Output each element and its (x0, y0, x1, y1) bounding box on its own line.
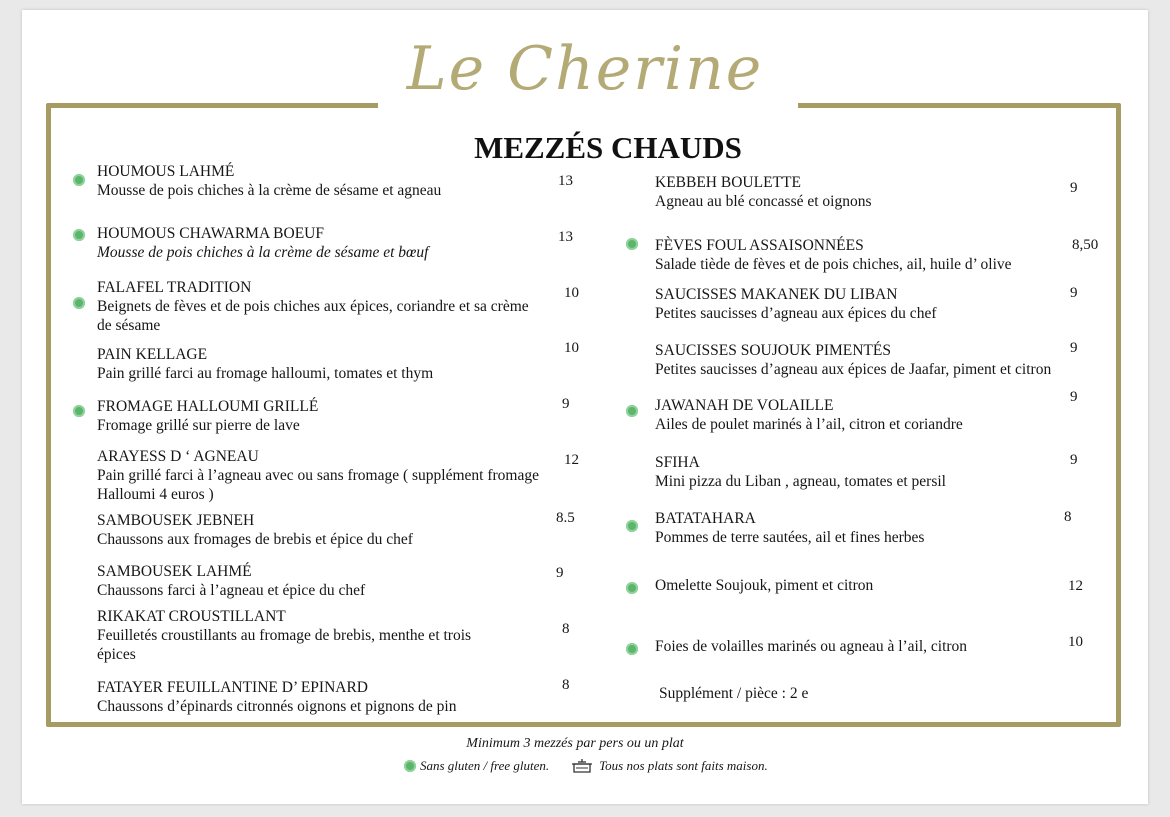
item-price: 8 (562, 677, 570, 693)
menu-item (655, 341, 1065, 379)
item-price: 10 (564, 340, 579, 356)
item-description: Pain grillé farci à l’agneau avec ou sans fromage ( supplément fromage Halloumi 4 euros ) (97, 467, 539, 503)
brand-logo: Le Cherine (406, 34, 764, 104)
item-description: Petites saucisses d’agneau aux épices de Jaafar, piment et citron (655, 361, 1052, 378)
gluten-free-icon (626, 405, 638, 417)
supplement-note: Supplément / pièce : 2 e (659, 685, 809, 702)
item-description: Omelette Soujouk, piment et citron (655, 577, 874, 594)
gluten-free-icon (73, 229, 85, 241)
item-description: Fromage grillé sur pierre de lave (97, 417, 300, 434)
gluten-free-icon (73, 297, 85, 309)
item-description: Salade tiède de fèves et de pois chiches, ail, huile d’ olive (655, 256, 1012, 273)
gluten-free-icon (404, 760, 416, 772)
minimum-note: Minimum 3 mezzés par pers ou un plat (466, 736, 684, 751)
item-price: 12 (1068, 578, 1083, 594)
item-name: SFIHA (655, 454, 700, 471)
item-name: KEBBEH BOULETTE (655, 174, 801, 191)
item-name: FÈVES FOUL ASSAISONNÉES (655, 237, 864, 254)
item-name: SAMBOUSEK JEBNEH (97, 512, 255, 529)
item-price: 8,50 (1072, 237, 1099, 253)
menu-item (655, 396, 963, 434)
item-price: 9 (1070, 180, 1078, 196)
gluten-free-label: Sans gluten / free gluten. (420, 758, 550, 773)
menu-item (97, 162, 441, 200)
gluten-free-icon (626, 643, 638, 655)
item-price: 9 (1070, 285, 1078, 301)
item-price: 9 (1070, 452, 1078, 468)
item-price: 10 (1068, 634, 1083, 650)
item-price: 9 (556, 565, 564, 581)
menu-item (655, 173, 872, 211)
menu-item (655, 637, 967, 656)
item-name: HOUMOUS CHAWARMA BOEUF (97, 225, 324, 242)
menu-item (97, 678, 456, 716)
item-price: 9 (1070, 340, 1078, 356)
item-description: Pain grillé farci au fromage halloumi, tomates et thym (97, 365, 434, 382)
menu-item (97, 345, 433, 383)
menu-item (97, 607, 507, 664)
cooking-pot-icon (571, 757, 593, 775)
item-price: 8 (1064, 509, 1072, 525)
homemade-label: Tous nos plats sont faits maison. (599, 758, 768, 773)
gluten-free-icon (626, 238, 638, 250)
item-price: 8.5 (556, 510, 575, 526)
gluten-free-icon (73, 174, 85, 186)
item-name: SAUCISSES SOUJOUK PIMENTÉS (655, 342, 891, 359)
menu-item (97, 397, 318, 435)
item-price: 9 (1070, 389, 1078, 405)
menu-item (655, 285, 936, 323)
menu-item (97, 224, 428, 262)
item-name: HOUMOUS LAHMÉ (97, 163, 235, 180)
item-price: 13 (558, 173, 573, 189)
item-name: FROMAGE HALLOUMI GRILLÉ (97, 398, 319, 415)
item-description: Petites saucisses d’agneau aux épices du chef (655, 305, 937, 322)
item-name: BATATAHARA (655, 510, 756, 527)
gluten-free-icon (626, 520, 638, 532)
menu-item (97, 278, 537, 335)
legend (404, 757, 768, 775)
item-name: JAWANAH DE VOLAILLE (655, 397, 834, 414)
item-description: Mousse de pois chiches à la crème de sésame et bœuf (97, 244, 429, 261)
item-name: SAUCISSES MAKANEK DU LIBAN (655, 286, 898, 303)
item-name: RIKAKAT CROUSTILLANT (97, 608, 286, 625)
item-description: Mousse de pois chiches à la crème de sésame et agneau (97, 182, 442, 199)
section-title: MEZZÉS CHAUDS (474, 130, 742, 165)
item-price: 12 (564, 452, 579, 468)
item-name: ARAYESS D ‘ AGNEAU (97, 448, 259, 465)
item-description: Mini pizza du Liban , agneau, tomates et persil (655, 473, 946, 490)
item-price: 13 (558, 229, 573, 245)
item-description: Chaussons farci à l’agneau et épice du chef (97, 582, 366, 599)
item-description: Agneau au blé concassé et oignons (655, 193, 872, 210)
menu-item (655, 509, 924, 547)
gluten-free-icon (73, 405, 85, 417)
item-price: 8 (562, 621, 570, 637)
menu-item (97, 447, 542, 504)
item-price: 10 (564, 285, 579, 301)
item-name: PAIN KELLAGE (97, 346, 208, 363)
item-description: Foies de volailles marinés ou agneau à l’ail, citron (655, 638, 968, 655)
item-description: Feuilletés croustillants au fromage de brebis, menthe et trois épices (97, 627, 472, 663)
item-description: Beignets de fèves et de pois chiches aux épices, coriandre et sa crème de sésame (97, 298, 529, 334)
item-description: Chaussons aux fromages de brebis et épice du chef (97, 531, 413, 548)
menu-item (97, 511, 413, 549)
gluten-free-icon (626, 582, 638, 594)
item-description: Ailes de poulet marinés à l’ail, citron et coriandre (655, 416, 963, 433)
item-description: Chaussons d’épinards citronnés oignons et pignons de pin (97, 698, 457, 715)
menu-item (97, 562, 365, 600)
menu-item (655, 453, 946, 491)
item-name: FATAYER FEUILLANTINE D’ EPINARD (97, 679, 369, 696)
menu-item (655, 236, 1012, 274)
item-price: 9 (562, 396, 570, 412)
menu-item (655, 576, 873, 595)
item-name: FALAFEL TRADITION (97, 279, 252, 296)
item-name: SAMBOUSEK LAHMÉ (97, 563, 252, 580)
item-description: Pommes de terre sautées, ail et fines herbes (655, 529, 925, 546)
